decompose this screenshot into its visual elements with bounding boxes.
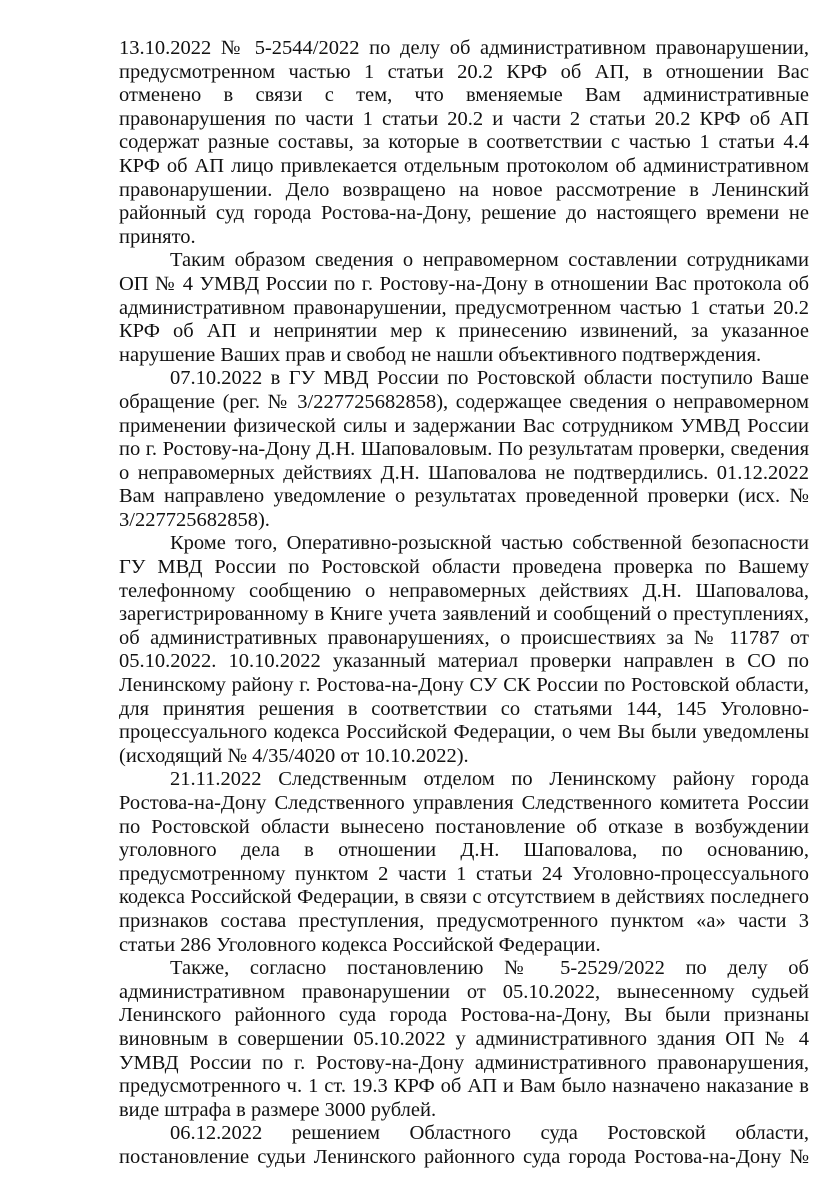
paragraph-5: 21.11.2022 Следственным отделом по Ленинскому району города Ростова-на-Дону Следственного управления Следственного комитета России по Ростовской области вынесено постановление об отказе в возбуждении уголовного дела в отношении Д.Н. Шаповалова, по основанию, предусмотренному пунктом 2 части 1 статьи 24 Уголовно-процессуального кодекса Российской Федерации, в связи с отсутствием в действиях последнего признаков состава преступления, предусмотренного пунктом «а» части 3 статьи 286 Уголовного кодекса Российской Федерации. [119,768,809,956]
paragraph-4: Кроме того, Оперативно-розыскной частью собственной безопасности ГУ МВД России по Ростовской области проведена проверка по Вашему телефонному сообщению о неправомерных действиях Д.Н. Шаповалова, зарегистрированному в Книге учета заявлений и сообщений о преступлениях, об административных правонарушениях, о происшествиях за № 11787 от 05.10.2022. 10.10.2022 указанный материал проверки направлен в СО по Ленинскому району г. Ростова-на-Дону СУ СК России по Ростовской области, для принятия решения в соответствии со статьями 144, 145 Уголовно-процессуального кодекса Российской Федерации, о чем Вы были уведомлены (исходящий № 4/35/4020 от 10.10.2022). [119,532,809,767]
paragraph-7: 06.12.2022 решением Областного суда Ростовской области, постановление судьи Ленинского районного суда города Ростова-на-Дону № [119,1122,809,1168]
paragraph-1: 13.10.2022 № 5-2544/2022 по делу об административном правонарушении, предусмотренном частью 1 статьи 20.2 КРФ об АП, в отношении Вас отменено в связи с тем, что вменяемые Вам административные правонарушения по части 1 статьи 20.2 и части 2 статьи 20.2 КРФ об АП содержат разные составы, за которые в соответствии с частью 1 статьи 4.4 КРФ об АП лицо привлекается отдельным протоколом об административном правонарушении. Дело возвращено на новое рассмотрение в Ленинский районный суд города Ростова-на-Дону, решение до настоящего времени не принято. [119,37,809,248]
document-page [119,37,809,1170]
paragraph-3: 07.10.2022 в ГУ МВД России по Ростовской области поступило Ваше обращение (рег. № 3/227725682858), содержащее сведения о неправомерном применении физической силы и задержании Вас сотрудником УМВД России по г. Ростову-на-Дону Д.Н. Шаповаловым. По результатам проверки, сведения о неправомерных действиях Д.Н. Шаповалова не подтвердились. 01.12.2022 Вам направлено уведомление о результатах проведенной проверки (исх. № 3/227725682858). [119,367,809,531]
paragraph-6: Также, согласно постановлению № 5-2529/2022 по делу об административном правонарушении от 05.10.2022, вынесенному судьей Ленинского районного суда города Ростова-на-Дону, Вы были признаны виновным в совершении 05.10.2022 у административного здания ОП № 4 УМВД России по г. Ростову-на-Дону административного правонарушения, предусмотренного ч. 1 ст. 19.3 КРФ об АП и Вам было назначено наказание в виде штрафа в размере 3000 рублей. [119,957,809,1121]
paragraph-2: Таким образом сведения о неправомерном составлении сотрудниками ОП № 4 УМВД России по г. Ростову-на-Дону в отношении Вас протокола об административном правонарушении, предусмотренном частью 1 статьи 20.2 КРФ об АП и непринятии мер к принесению извинений, за указанное нарушение Ваших прав и свобод не нашли объективного подтверждения. [119,249,809,366]
